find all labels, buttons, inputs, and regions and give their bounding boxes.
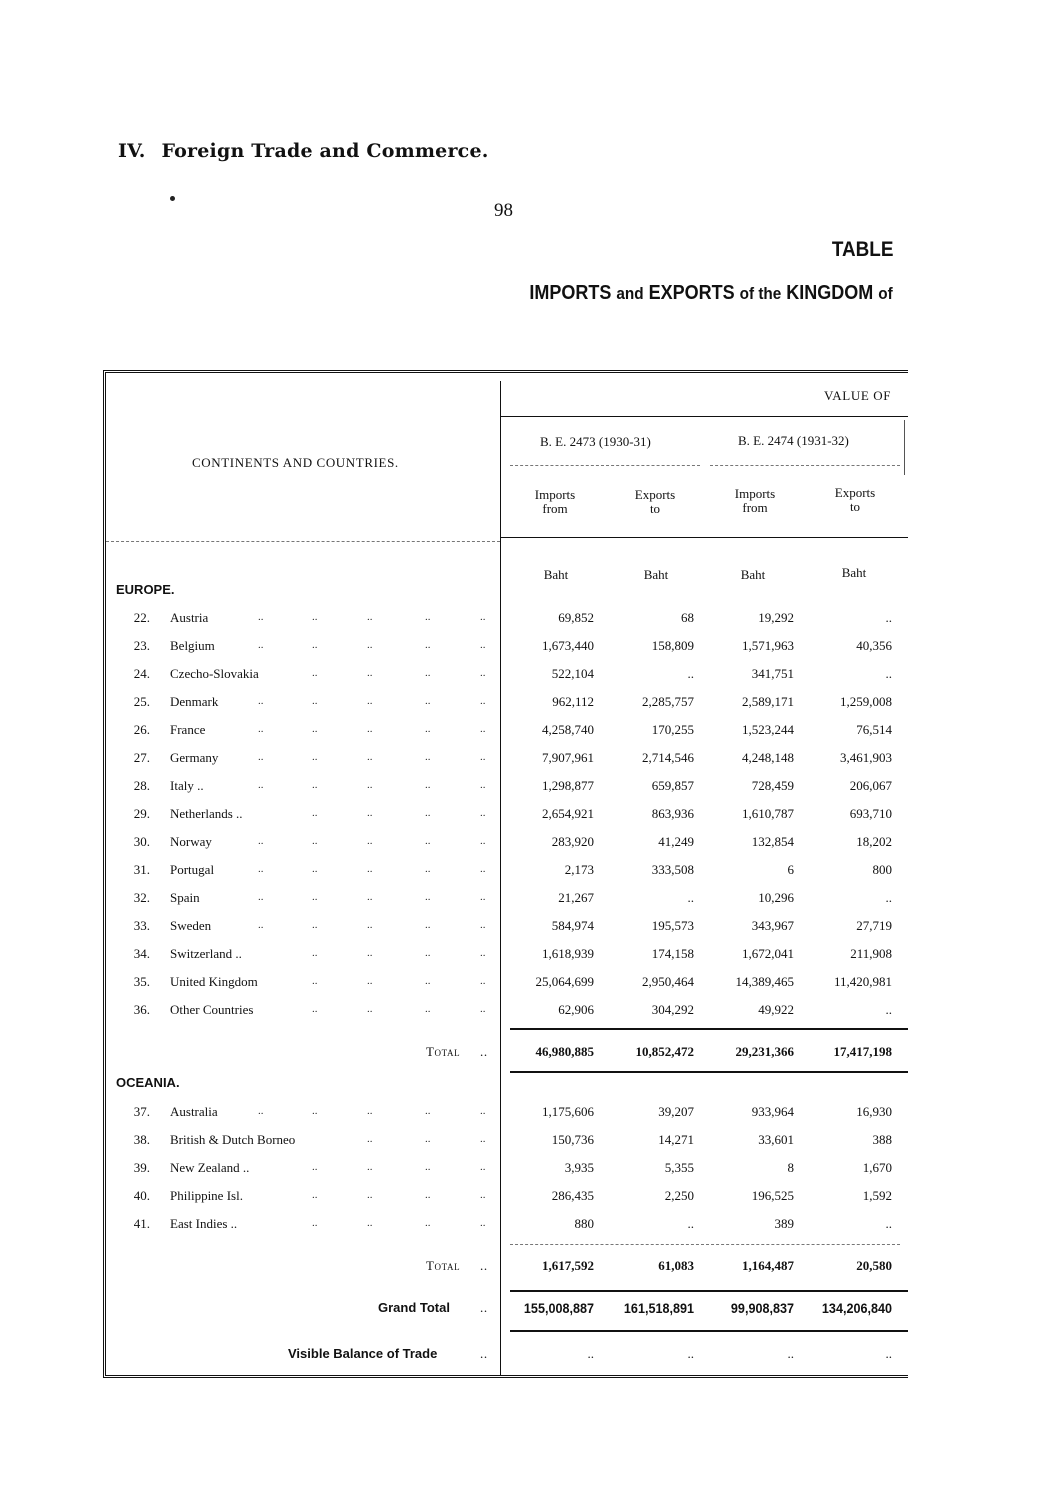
leader-dots: .. xyxy=(480,611,486,623)
cell-value: 800 xyxy=(872,862,892,877)
leader-dots: .. xyxy=(425,779,431,791)
leader-dots: .. xyxy=(425,751,431,763)
country-name: Switzerland .. xyxy=(170,946,242,961)
oceania-total-row xyxy=(0,1258,1040,1278)
row-number: 22. xyxy=(133,610,150,625)
cell-value: 69,852 xyxy=(558,610,594,625)
cell-value: 76,514 xyxy=(856,722,892,737)
unit-label: Baht xyxy=(543,567,569,582)
title-word: IMPORTS xyxy=(529,282,612,304)
row-number: 33. xyxy=(133,918,150,933)
cell-value: 39,207 xyxy=(658,1104,694,1119)
row-number: 23. xyxy=(133,638,150,653)
row-number: 39. xyxy=(133,1160,150,1175)
country-name: Austria xyxy=(170,610,209,625)
cell-value: 196,525 xyxy=(751,1188,794,1203)
cell-value: 5,355 xyxy=(664,1160,694,1175)
row-number: 34. xyxy=(133,946,150,961)
year-header-1930: B. E. 2473 (1930-31) xyxy=(540,434,651,449)
cell-value: 68 xyxy=(681,610,694,625)
cell-value: 7,907,961 xyxy=(542,750,594,765)
table-row xyxy=(0,1216,1040,1236)
leader-dots: .. xyxy=(258,751,264,763)
country-name: Denmark xyxy=(170,694,219,709)
balance-value: .. xyxy=(787,1346,794,1361)
cell-value: 4,258,740 xyxy=(542,722,594,737)
cell-value: 1,259,008 xyxy=(840,694,892,709)
leader-dots: .. xyxy=(425,1189,431,1201)
cell-value: 659,857 xyxy=(651,778,694,793)
table-row xyxy=(0,1002,1040,1022)
leader-dots: .. xyxy=(312,639,318,651)
leader-dots: .. xyxy=(480,891,486,903)
total-rule xyxy=(510,1071,908,1073)
leader-dots: .. xyxy=(258,1105,264,1117)
leader-dots: .. xyxy=(312,779,318,791)
table-row xyxy=(0,1160,1040,1180)
balance-value: .. xyxy=(587,1346,594,1361)
subheader-exports-1931: Exports to xyxy=(834,485,876,514)
unit-label: Baht xyxy=(643,567,669,582)
leader-dots: .. xyxy=(425,1105,431,1117)
cell-value: 286,435 xyxy=(551,1188,594,1203)
right-edge-mark xyxy=(904,420,905,475)
table-row xyxy=(0,1104,1040,1124)
cell-value: 1,670 xyxy=(862,1160,892,1175)
leader-dots: .. xyxy=(312,1189,318,1201)
leader-dots: .. xyxy=(367,1105,373,1117)
leader-dots: .. xyxy=(425,975,431,987)
leader-dots: .. xyxy=(425,1217,431,1229)
visible-balance-label: Visible Balance of Trade xyxy=(288,1346,438,1361)
cell-value: 62,906 xyxy=(558,1002,594,1017)
cell-value: .. xyxy=(885,610,892,625)
cell-value: 1,673,440 xyxy=(542,638,594,653)
leader-dots: .. xyxy=(367,1217,373,1229)
leader-dots: .. xyxy=(367,919,373,931)
cell-value: 389 xyxy=(774,1216,794,1231)
grand-total-value: 161,518,891 xyxy=(623,1300,694,1316)
total-value: 61,083 xyxy=(658,1258,694,1273)
title-word: and xyxy=(616,284,644,303)
leader-dots: .. xyxy=(425,695,431,707)
leader-dots: .. xyxy=(367,1133,373,1145)
total-value: 46,980,885 xyxy=(535,1044,594,1059)
cell-value: 1,672,041 xyxy=(742,946,794,961)
cell-value: 388 xyxy=(872,1132,892,1147)
country-name: Sweden xyxy=(170,918,212,933)
total-value: 29,231,366 xyxy=(735,1044,794,1059)
cell-value: .. xyxy=(687,890,694,905)
leader-dots: .. xyxy=(480,695,486,707)
grand-total-label: Grand Total xyxy=(378,1300,450,1315)
leader-dots: .. xyxy=(258,695,264,707)
leader-dots: .. xyxy=(367,835,373,847)
cell-value: 728,459 xyxy=(751,778,794,793)
cell-value: 10,296 xyxy=(758,890,794,905)
cell-value: 33,601 xyxy=(758,1132,794,1147)
country-name: East Indies .. xyxy=(170,1216,238,1231)
leader-dots: .. xyxy=(367,723,373,735)
leader-dots: .. xyxy=(367,891,373,903)
table-row xyxy=(0,946,1040,966)
row-number: 25. xyxy=(133,694,150,709)
stray-mark xyxy=(170,196,175,201)
cell-value: .. xyxy=(885,890,892,905)
cell-value: .. xyxy=(885,666,892,681)
row-number: 24. xyxy=(133,666,150,681)
country-name: France xyxy=(170,722,206,737)
row-number: 30. xyxy=(133,834,150,849)
leader-dots: .. xyxy=(425,667,431,679)
leader-dots: .. xyxy=(258,835,264,847)
cell-value: 195,573 xyxy=(651,918,694,933)
table-row xyxy=(0,1188,1040,1208)
country-name: Portugal xyxy=(170,862,215,877)
leader-dots: .. xyxy=(480,723,486,735)
leader-dots: .. xyxy=(258,639,264,651)
leader-dots: .. xyxy=(312,947,318,959)
row-number: 32. xyxy=(133,890,150,905)
cell-value: 18,202 xyxy=(856,834,892,849)
leader-dots: .. xyxy=(367,1161,373,1173)
leader-dots: .. xyxy=(480,947,486,959)
cell-value: 1,523,244 xyxy=(742,722,794,737)
table-row xyxy=(0,806,1040,826)
cell-value: .. xyxy=(885,1216,892,1231)
leader-dots: .. xyxy=(258,611,264,623)
leader-dots: .. xyxy=(425,891,431,903)
leader-dots: .. xyxy=(425,1003,431,1015)
leader-dots: .. xyxy=(367,807,373,819)
subheader-imports-1930: Imports from xyxy=(534,487,576,516)
cell-value: 333,508 xyxy=(651,862,694,877)
value-of-rule xyxy=(500,416,908,417)
leader-dots: .. xyxy=(367,863,373,875)
leader-dots: .. xyxy=(367,751,373,763)
total-value: 1,164,487 xyxy=(742,1258,794,1273)
cell-value: 1,175,606 xyxy=(542,1104,594,1119)
cell-value: 19,292 xyxy=(758,610,794,625)
cell-value: 693,710 xyxy=(849,806,892,821)
balance-value: .. xyxy=(885,1346,892,1361)
cell-value: 14,389,465 xyxy=(735,974,794,989)
cell-value: 27,719 xyxy=(856,918,892,933)
cell-value: 2,654,921 xyxy=(542,806,594,821)
table-row xyxy=(0,918,1040,938)
table-row xyxy=(0,750,1040,770)
row-number: 40. xyxy=(133,1188,150,1203)
unit-label: Baht xyxy=(841,565,867,580)
leader-dots: .. xyxy=(480,863,486,875)
grand-total-value: 155,008,887 xyxy=(523,1300,594,1316)
row-number: 35. xyxy=(133,974,150,989)
country-name: Netherlands .. xyxy=(170,806,243,821)
cell-value: 343,967 xyxy=(751,918,794,933)
leader-dots: .. xyxy=(367,667,373,679)
year-rule xyxy=(710,465,900,466)
country-name: Italy .. xyxy=(170,778,204,793)
leader-dots: .. xyxy=(480,1300,488,1315)
leader-dots: .. xyxy=(312,975,318,987)
leader-dots: .. xyxy=(312,1003,318,1015)
leader-dots: .. xyxy=(480,835,486,847)
unit-label: Baht xyxy=(740,567,766,582)
cell-value: 2,714,546 xyxy=(642,750,694,765)
title-word: EXPORTS xyxy=(648,282,735,304)
cell-value: 2,589,171 xyxy=(742,694,794,709)
cell-value: 40,356 xyxy=(856,638,892,653)
row-number: 41. xyxy=(133,1216,150,1231)
table-row xyxy=(0,694,1040,714)
visible-balance-row xyxy=(0,1346,1040,1366)
leader-dots: .. xyxy=(480,1044,488,1059)
leader-dots: .. xyxy=(425,639,431,651)
leader-dots: .. xyxy=(425,723,431,735)
leader-dots: .. xyxy=(312,667,318,679)
leader-dots: .. xyxy=(367,1003,373,1015)
leader-dots: .. xyxy=(480,779,486,791)
leader-dots: .. xyxy=(367,639,373,651)
leader-dots: .. xyxy=(258,919,264,931)
cell-value: 584,974 xyxy=(551,918,594,933)
leader-dots: .. xyxy=(480,975,486,987)
leader-dots: .. xyxy=(480,639,486,651)
total-rule xyxy=(510,1244,900,1245)
total-label: Total xyxy=(426,1258,461,1273)
grand-total-rule xyxy=(510,1290,908,1292)
section-number: IV. xyxy=(118,140,146,162)
cell-value: 11,420,981 xyxy=(833,974,892,989)
cell-value: 41,249 xyxy=(658,834,694,849)
cell-value: 150,736 xyxy=(551,1132,594,1147)
leader-dots: .. xyxy=(425,947,431,959)
leader-dots: .. xyxy=(312,807,318,819)
leader-dots: .. xyxy=(480,1003,486,1015)
cell-value: 21,267 xyxy=(558,890,594,905)
cell-value: 1,571,963 xyxy=(742,638,794,653)
leader-dots: .. xyxy=(367,975,373,987)
year-rule xyxy=(510,465,700,466)
country-name: United Kingdom xyxy=(170,974,258,989)
leader-dots: .. xyxy=(312,863,318,875)
cell-value: 158,809 xyxy=(651,638,694,653)
cell-value: 1,298,877 xyxy=(542,778,594,793)
row-number: 26. xyxy=(133,722,150,737)
cell-value: 962,112 xyxy=(552,694,594,709)
row-number: 27. xyxy=(133,750,150,765)
country-name: Germany xyxy=(170,750,219,765)
cell-value: 211,908 xyxy=(850,946,892,961)
country-name: Spain xyxy=(170,890,200,905)
table-row xyxy=(0,638,1040,658)
region-heading-europe: EUROPE. xyxy=(116,582,175,597)
value-of-header: VALUE OF xyxy=(824,388,892,403)
total-value: 17,417,198 xyxy=(833,1044,892,1059)
table-row xyxy=(0,862,1040,882)
leader-dots: .. xyxy=(480,1258,488,1273)
leader-dots: .. xyxy=(480,751,486,763)
title-word: of the xyxy=(739,284,782,303)
countries-column-header: CONTINENTS AND COUNTRIES. xyxy=(192,455,399,470)
row-number: 29. xyxy=(133,806,150,821)
cell-value: 933,964 xyxy=(751,1104,794,1119)
row-number: 38. xyxy=(133,1132,150,1147)
table-label: TABLE xyxy=(831,238,893,261)
section-heading xyxy=(118,140,489,162)
country-name: Australia xyxy=(170,1104,218,1119)
cell-value: 14,271 xyxy=(658,1132,694,1147)
cell-value: 283,920 xyxy=(551,834,594,849)
cell-value: .. xyxy=(687,1216,694,1231)
table-row xyxy=(0,834,1040,854)
title-word: KINGDOM xyxy=(786,282,874,304)
title-word: of xyxy=(878,284,893,303)
section-title: Foreign Trade and Commerce. xyxy=(161,140,489,162)
balance-rule xyxy=(510,1330,908,1332)
leader-dots: .. xyxy=(480,1346,488,1361)
leader-dots: .. xyxy=(258,723,264,735)
country-name: Belgium xyxy=(170,638,215,653)
leader-dots: .. xyxy=(312,695,318,707)
leader-dots: .. xyxy=(367,695,373,707)
table-title xyxy=(530,282,893,305)
europe-total-row xyxy=(0,1044,1040,1064)
cell-value: 8 xyxy=(787,1160,794,1175)
leader-dots: .. xyxy=(480,667,486,679)
leader-dots: .. xyxy=(425,1161,431,1173)
leader-dots: .. xyxy=(312,1161,318,1173)
cell-value: 132,854 xyxy=(751,834,794,849)
row-number: 36. xyxy=(133,1002,150,1017)
subheader-imports-1931: Imports from xyxy=(734,486,776,515)
header-rule xyxy=(106,541,500,542)
cell-value: 3,935 xyxy=(564,1160,594,1175)
row-number: 28. xyxy=(133,778,150,793)
cell-value: .. xyxy=(885,1002,892,1017)
total-rule xyxy=(510,1028,908,1030)
leader-dots: .. xyxy=(425,835,431,847)
cell-value: 25,064,699 xyxy=(535,974,594,989)
leader-dots: .. xyxy=(367,779,373,791)
leader-dots: .. xyxy=(312,919,318,931)
leader-dots: .. xyxy=(480,1217,486,1229)
row-number: 31. xyxy=(133,862,150,877)
leader-dots: .. xyxy=(425,863,431,875)
leader-dots: .. xyxy=(312,723,318,735)
country-name: Czecho-Slovakia xyxy=(170,666,259,681)
total-value: 10,852,472 xyxy=(635,1044,694,1059)
leader-dots: .. xyxy=(425,1133,431,1145)
table-row xyxy=(0,778,1040,798)
leader-dots: .. xyxy=(480,807,486,819)
cell-value: .. xyxy=(687,666,694,681)
leader-dots: .. xyxy=(312,1105,318,1117)
leader-dots: .. xyxy=(312,751,318,763)
grand-total-value: 99,908,837 xyxy=(730,1300,794,1316)
cell-value: 1,618,939 xyxy=(542,946,594,961)
leader-dots: .. xyxy=(480,1189,486,1201)
leader-dots: .. xyxy=(480,919,486,931)
cell-value: 6 xyxy=(787,862,794,877)
grand-total-row xyxy=(0,1300,1040,1320)
table-row xyxy=(0,666,1040,686)
region-heading-oceania: OCEANIA. xyxy=(116,1075,180,1090)
cell-value: 174,158 xyxy=(651,946,694,961)
leader-dots: .. xyxy=(258,779,264,791)
cell-value: 49,922 xyxy=(758,1002,794,1017)
header-rule xyxy=(500,537,908,538)
cell-value: 304,292 xyxy=(651,1002,694,1017)
table-row xyxy=(0,1132,1040,1152)
table-row xyxy=(0,610,1040,630)
cell-value: 1,592 xyxy=(862,1188,892,1203)
cell-value: 206,067 xyxy=(849,778,892,793)
year-header-1931: B. E. 2474 (1931-32) xyxy=(738,433,849,448)
leader-dots: .. xyxy=(312,891,318,903)
country-name: Norway xyxy=(170,834,212,849)
leader-dots: .. xyxy=(425,919,431,931)
leader-dots: .. xyxy=(312,1217,318,1229)
page-number: 98 xyxy=(494,200,513,221)
cell-value: 3,461,903 xyxy=(840,750,892,765)
subheader-exports-1930: Exports to xyxy=(634,487,676,516)
cell-value: 341,751 xyxy=(751,666,794,681)
cell-value: 1,610,787 xyxy=(742,806,794,821)
leader-dots: .. xyxy=(312,611,318,623)
leader-dots: .. xyxy=(367,611,373,623)
cell-value: 16,930 xyxy=(856,1104,892,1119)
leader-dots: .. xyxy=(312,835,318,847)
cell-value: 170,255 xyxy=(651,722,694,737)
cell-value: 2,173 xyxy=(564,862,594,877)
country-name: British & Dutch Borneo xyxy=(170,1132,296,1147)
total-label: Total xyxy=(426,1044,461,1059)
cell-value: 4,248,148 xyxy=(742,750,794,765)
table-row xyxy=(0,890,1040,910)
leader-dots: .. xyxy=(425,807,431,819)
leader-dots: .. xyxy=(425,611,431,623)
grand-total-value: 134,206,840 xyxy=(821,1300,892,1316)
table-row xyxy=(0,722,1040,742)
leader-dots: .. xyxy=(480,1105,486,1117)
leader-dots: .. xyxy=(367,947,373,959)
leader-dots: .. xyxy=(367,1189,373,1201)
country-name: New Zealand .. xyxy=(170,1160,250,1175)
total-value: 1,617,592 xyxy=(542,1258,594,1273)
leader-dots: .. xyxy=(480,1161,486,1173)
country-name: Other Countries xyxy=(170,1002,254,1017)
cell-value: 863,936 xyxy=(651,806,694,821)
leader-dots: .. xyxy=(258,891,264,903)
cell-value: 2,950,464 xyxy=(642,974,694,989)
row-number: 37. xyxy=(133,1104,150,1119)
table-row xyxy=(0,974,1040,994)
total-value: 20,580 xyxy=(856,1258,892,1273)
cell-value: 880 xyxy=(574,1216,594,1231)
balance-value: .. xyxy=(687,1346,694,1361)
leader-dots: .. xyxy=(258,863,264,875)
leader-dots: .. xyxy=(480,1133,486,1145)
country-name: Philippine Isl. xyxy=(170,1188,243,1203)
cell-value: 2,285,757 xyxy=(642,694,694,709)
cell-value: 522,104 xyxy=(551,666,594,681)
cell-value: 2,250 xyxy=(664,1188,694,1203)
